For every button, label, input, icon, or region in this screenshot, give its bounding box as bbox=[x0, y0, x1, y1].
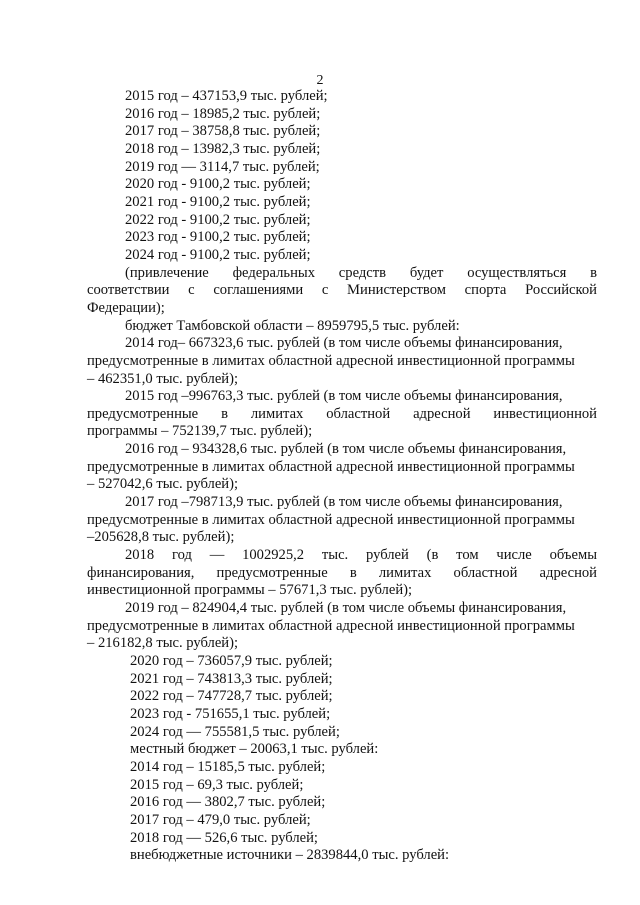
text-line: предусмотренные в лимитах областной адресной инвестиционной bbox=[87, 405, 597, 422]
text-line: – 527042,6 тыс. рублей); bbox=[87, 476, 239, 493]
text-line: местный бюджет – 20063,1 тыс. рублей: bbox=[130, 741, 379, 758]
text-line: – 462351,0 тыс. рублей); bbox=[87, 370, 239, 387]
text-line: внебюджетные источники – 2839844,0 тыс. рублей: bbox=[130, 847, 450, 864]
text-line: соответствии с соглашениями с Министерством спорта Российской bbox=[87, 282, 597, 299]
text-line: 2021 год - 9100,2 тыс. рублей; bbox=[125, 193, 311, 210]
text-line: предусмотренные в лимитах областной адресной инвестиционной программы bbox=[87, 458, 575, 475]
text-line: 2020 год - 9100,2 тыс. рублей; bbox=[125, 176, 311, 193]
text-line: 2017 год – 38758,8 тыс. рублей; bbox=[125, 123, 321, 140]
text-line: 2014 год – 15185,5 тыс. рублей; bbox=[130, 758, 326, 775]
text-line: 2019 год – 824904,4 тыс. рублей (в том числе объемы финансирования, bbox=[125, 600, 567, 617]
text-line: 2024 год - 9100,2 тыс. рублей; bbox=[125, 246, 311, 263]
text-line: – 216182,8 тыс. рублей); bbox=[87, 635, 239, 652]
text-line: 2023 год - 9100,2 тыс. рублей; bbox=[125, 229, 311, 246]
text-line: 2016 год – 934328,6 тыс. рублей (в том числе объемы финансирования, bbox=[125, 441, 567, 458]
text-line: финансирования, предусмотренные в лимитах областной адресной bbox=[87, 564, 597, 581]
page-number: 2 bbox=[316, 73, 324, 88]
text-line: –205628,8 тыс. рублей); bbox=[87, 529, 235, 546]
text-line: 2017 год –798713,9 тыс. рублей (в том числе объемы финансирования, bbox=[125, 494, 563, 511]
text-line: 2020 год – 736057,9 тыс. рублей; bbox=[130, 653, 333, 669]
text-line: 2014 год– 667323,6 тыс. рублей (в том числе объемы финансирования, bbox=[125, 335, 563, 352]
text-line: инвестиционной программы – 57671,3 тыс. рублей); bbox=[87, 582, 413, 599]
text-line: 2018 год — 526,6 тыс. рублей; bbox=[130, 829, 318, 846]
text-line: 2024 год — 755581,5 тыс. рублей; bbox=[130, 723, 340, 740]
text-line: предусмотренные в лимитах областной адресной инвестиционной программы bbox=[87, 352, 575, 369]
text-line: 2022 год – 747728,7 тыс. рублей; bbox=[130, 688, 333, 705]
text-line: 2015 год – 69,3 тыс. рублей; bbox=[130, 776, 304, 793]
text-line: 2015 год – 437153,9 тыс. рублей; bbox=[125, 88, 328, 104]
text-line: (привлечение федеральных средств будет осуществляться в bbox=[125, 264, 597, 281]
text-line: 2016 год — 3802,7 тыс. рублей; bbox=[130, 794, 326, 811]
text-line: 2018 год – 13982,3 тыс. рублей; bbox=[125, 140, 321, 157]
text-line: 2022 год - 9100,2 тыс. рублей; bbox=[125, 211, 311, 228]
text-line: 2021 год – 743813,3 тыс. рублей; bbox=[130, 670, 333, 687]
text-line: Федерации); bbox=[87, 299, 165, 316]
text-line: 2018 год — 1002925,2 тыс. рублей (в том числе объемы bbox=[125, 547, 597, 564]
text-line: программы – 752139,7 тыс. рублей); bbox=[87, 423, 313, 440]
text-line: предусмотренные в лимитах областной адресной инвестиционной программы bbox=[87, 617, 575, 634]
text-line: 2023 год - 751655,1 тыс. рублей; bbox=[130, 705, 331, 722]
text-line: 2016 год – 18985,2 тыс. рублей; bbox=[125, 105, 321, 122]
document-body bbox=[87, 88, 597, 865]
text-line: 2015 год –996763,3 тыс. рублей (в том числе объемы финансирования, bbox=[125, 388, 563, 405]
text-line: предусмотренные в лимитах областной адресной инвестиционной программы bbox=[87, 511, 575, 528]
text-line: 2017 год – 479,0 тыс. рублей; bbox=[130, 811, 311, 828]
text-line: 2019 год — 3114,7 тыс. рублей; bbox=[125, 158, 320, 175]
text-line: бюджет Тамбовской области – 8959795,5 тыс. рублей: bbox=[125, 317, 460, 334]
